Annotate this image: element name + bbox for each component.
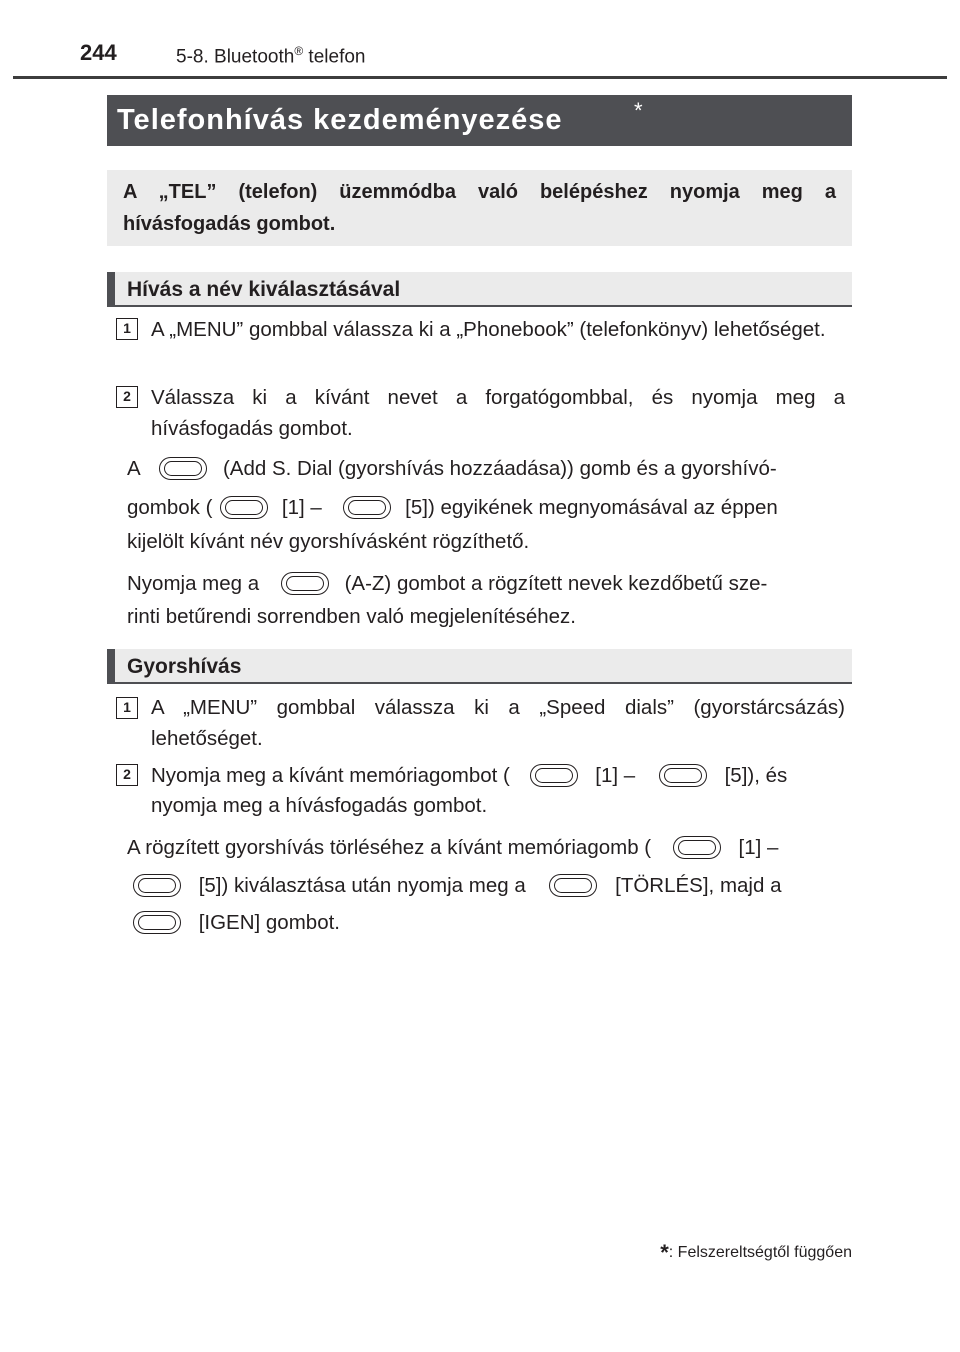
subheading-text: Hívás a név kiválasztásával (127, 278, 401, 301)
note-text: A (127, 457, 140, 480)
page-header (0, 0, 960, 80)
note-az-line2: rinti betűrendi sorrendben való megjelenítéséhez. (127, 605, 576, 628)
step-text-2: Válassza ki a kívánt nevet a forgatógombbal, és nyomja meg a hívásfogadás gombot. (151, 386, 845, 440)
step-2-line2: nyomja meg a hívásfogadás gombot. (151, 794, 488, 817)
note-text: [5]) kiválasztása után nyomja meg a (198, 874, 526, 897)
step-text: [5]), és (724, 764, 788, 787)
note-delete-line2 (133, 870, 781, 901)
note-add-speed-dial-line3: kijelölt kívánt név gyorshívásként rögzíthető. (127, 530, 530, 553)
subheading-speed-dial (107, 649, 852, 684)
page-title-bar (107, 95, 852, 146)
memory-5-button-icon (133, 874, 181, 897)
registered-mark: ® (294, 44, 304, 58)
step-2-line1 (151, 760, 787, 791)
step-number-2: 2 (116, 764, 138, 786)
note-text: [5]) egyikének megnyomásával az éppen (405, 496, 778, 519)
note-text: [1] – (738, 836, 779, 859)
note-text: [IGEN] gombot. (198, 911, 340, 934)
footnote (660, 1240, 852, 1266)
page-number: 244 (80, 40, 117, 65)
intro-box (107, 170, 852, 246)
section-name: 5-8. Bluetooth (176, 46, 295, 68)
step-text-1: A „MENU” gombbal válassza ki a „Speed dials” (gyorstárcsázás) lehetőséget. (151, 696, 845, 750)
az-button-icon (281, 572, 329, 595)
step-text: [1] – (595, 764, 636, 787)
note-text: [TÖRLÉS], majd a (615, 874, 782, 897)
subheading-text: Gyorshívás (127, 655, 242, 678)
step-number-2: 2 (116, 386, 138, 408)
step-number-1: 1 (116, 318, 138, 340)
memory-5-button-icon (659, 764, 707, 787)
note-text: (Add S. Dial (gyorshívás hozzáadása)) gomb és a gyorshívó- (222, 457, 777, 480)
note-delete-line3 (133, 907, 340, 938)
page-title: Telefonhívás kezdeményezése (117, 104, 563, 136)
header-divider (13, 76, 947, 79)
note-text: Nyomja meg a (127, 572, 260, 595)
note-text: [1] – (281, 496, 322, 519)
step-text-1: A „MENU” gombbal válassza ki a „Phonebook” (telefonkönyv) lehetőséget. (151, 318, 826, 341)
add-speed-dial-button-icon (159, 457, 207, 480)
subheading-name-selection (107, 272, 852, 307)
speed-dial-5-button-icon (343, 496, 391, 519)
yes-button-icon (133, 911, 181, 934)
intro-text: A „TEL” (telefon) üzemmódba való belépéshez nyomja meg a hívásfogadás gombot. (123, 181, 836, 235)
section-suffix: telefon (303, 46, 366, 68)
speed-dial-1-button-icon (220, 496, 268, 519)
memory-1-button-icon (530, 764, 578, 787)
memory-1-button-icon (673, 836, 721, 859)
note-text: A rögzített gyorshívás törléséhez a kívánt memóriagomb ( (127, 836, 652, 859)
note-delete-line1 (127, 832, 778, 863)
note-text: gombok ( (127, 496, 213, 519)
note-add-speed-dial-line1 (127, 453, 777, 484)
footnote-asterisk: * (660, 1240, 669, 1265)
note-text: (A-Z) gombot a rögzített nevek kezdőbetű sze- (344, 572, 768, 595)
note-add-speed-dial-line2 (127, 492, 778, 523)
footnote-text: : Felszereltségtől függően (668, 1244, 852, 1261)
step-text: Nyomja meg a kívánt memóriagombot ( (151, 764, 510, 787)
note-az-line1 (127, 568, 767, 599)
title-asterisk: * (634, 98, 644, 123)
step-number-1: 1 (116, 697, 138, 719)
delete-button-icon (549, 874, 597, 897)
section-reference (176, 44, 365, 68)
